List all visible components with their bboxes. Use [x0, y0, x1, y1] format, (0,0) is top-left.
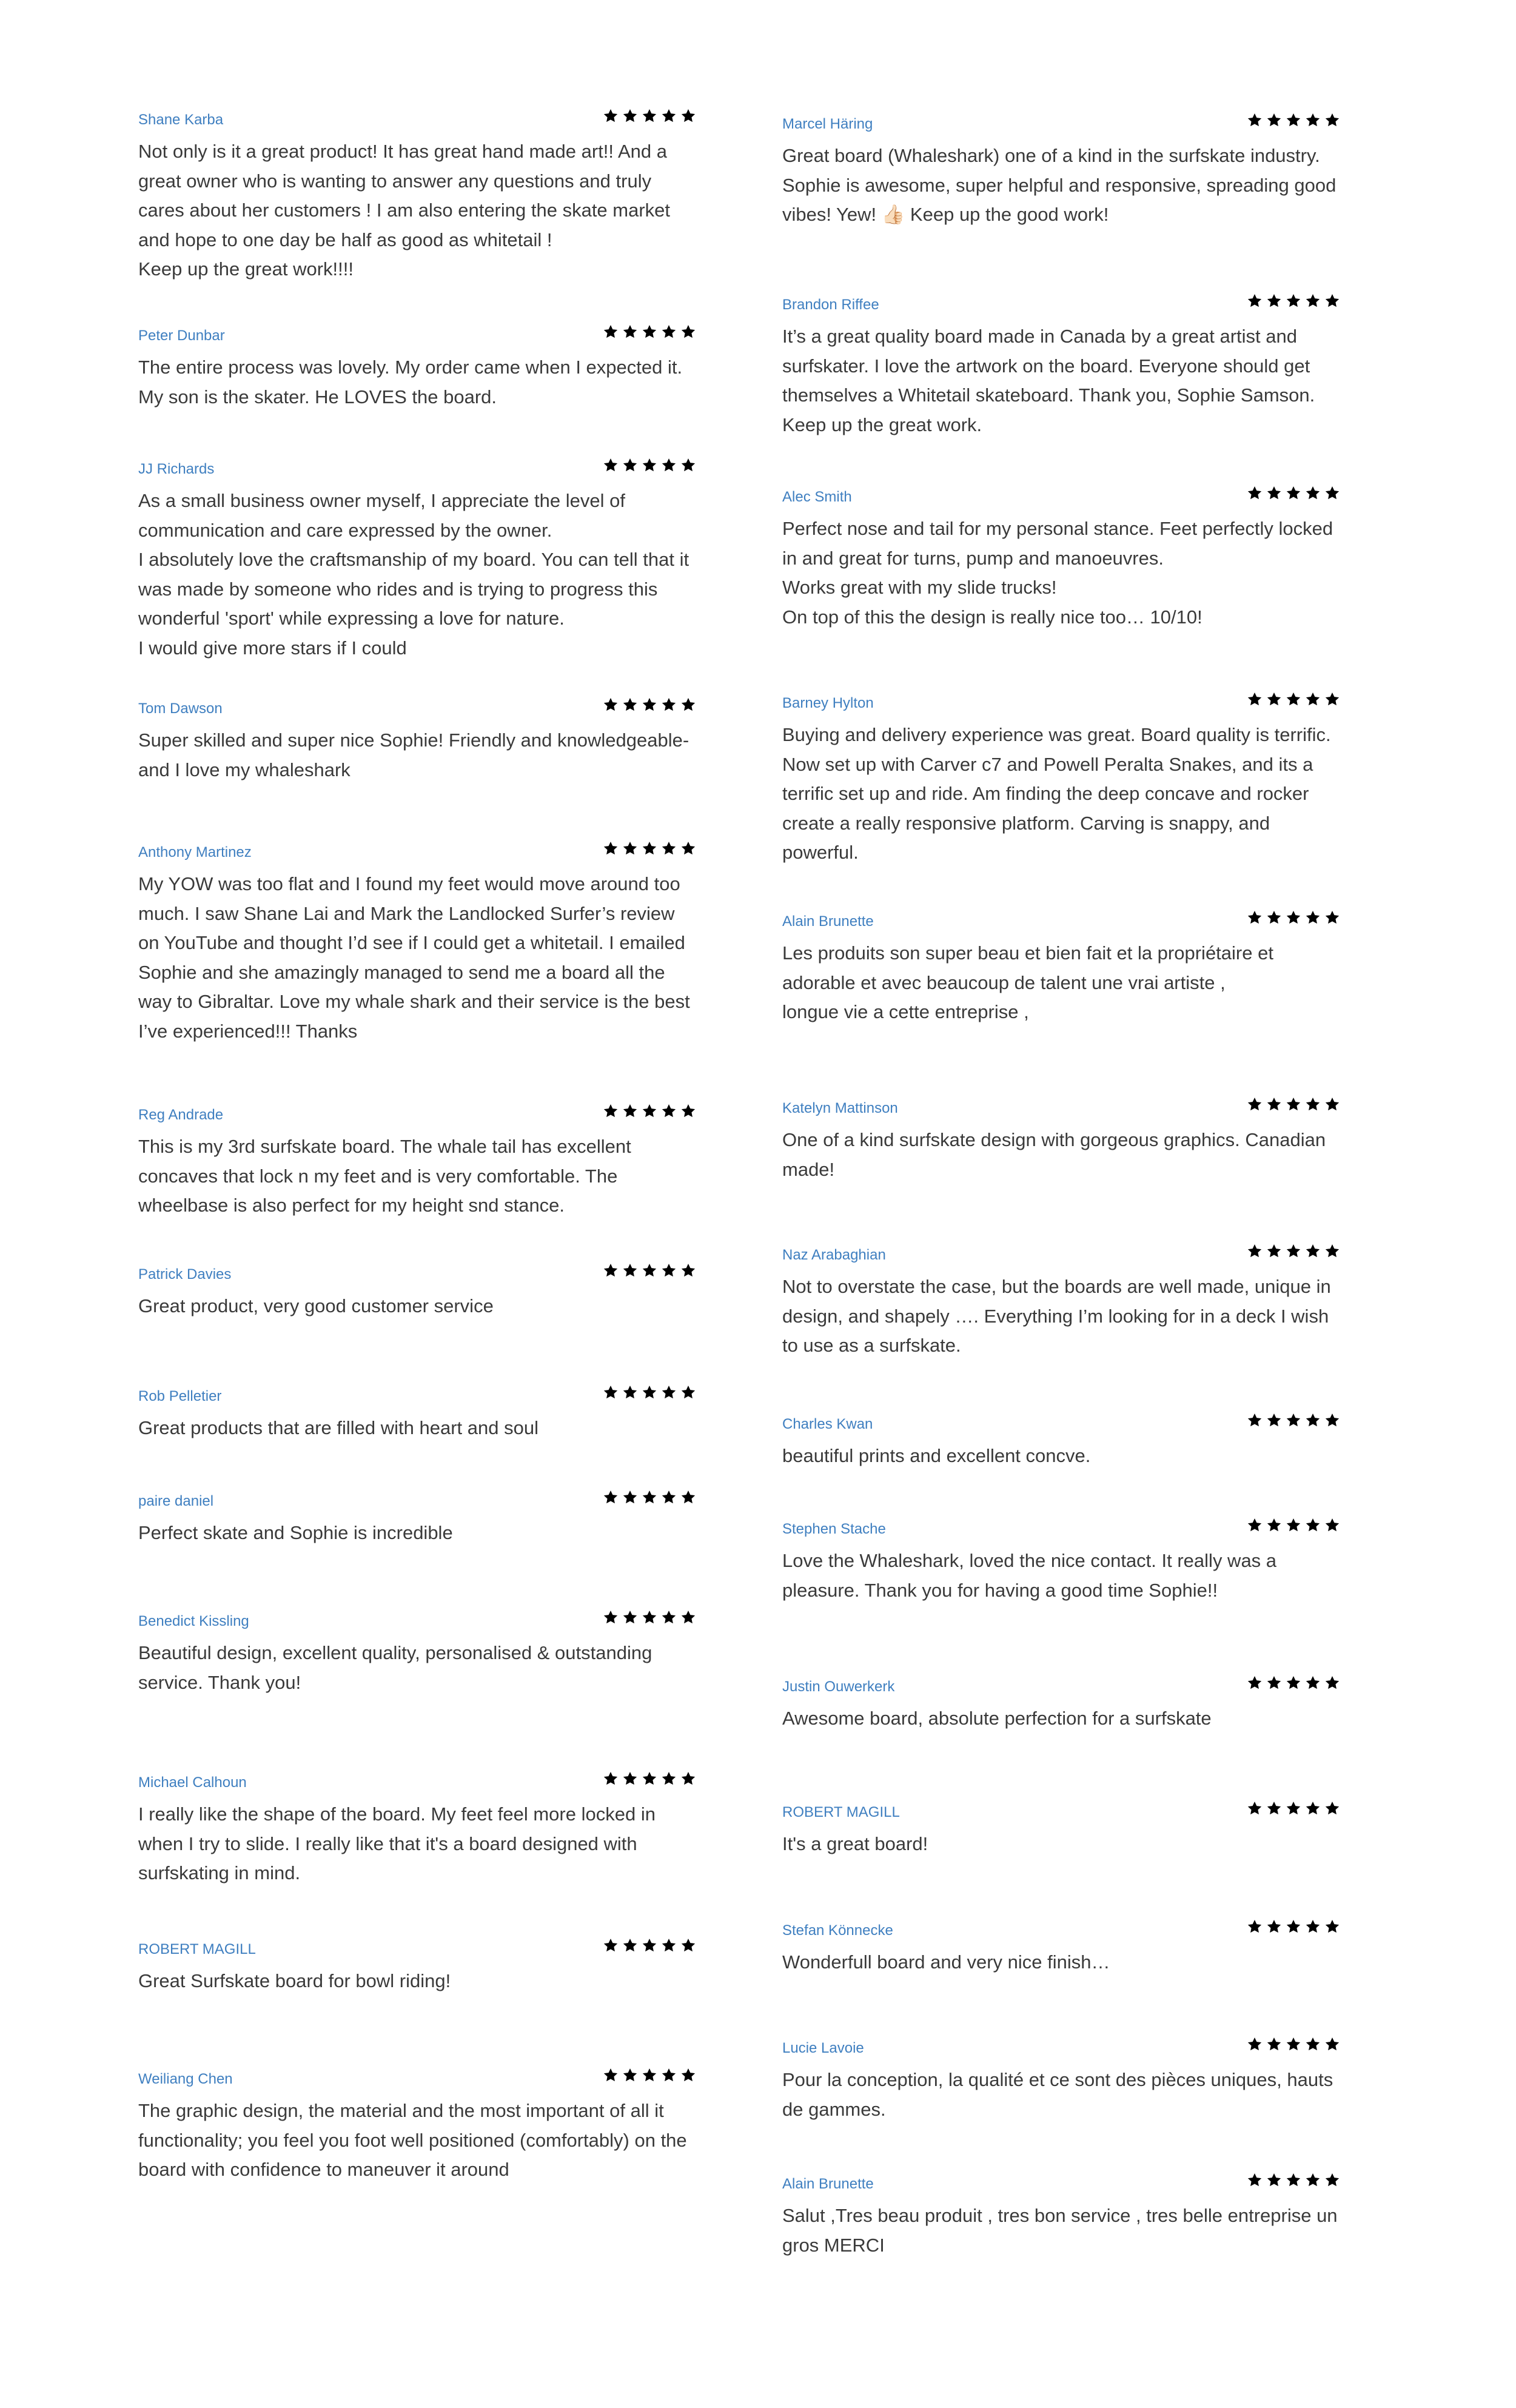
- review-line: Perfect skate and Sophie is incredible: [138, 1522, 453, 1543]
- star-icon: [1286, 1412, 1301, 1428]
- star-rating: [603, 2067, 696, 2083]
- star-icon: [642, 1771, 657, 1786]
- star-rating: [1247, 1096, 1340, 1112]
- star-icon: [1266, 485, 1282, 501]
- reviewer-name: Barney Hylton: [782, 695, 874, 711]
- review-text: [138, 1292, 696, 1321]
- star-icon: [661, 840, 677, 856]
- reviewer-name: Alec Smith: [782, 489, 852, 505]
- review-line: It's a great board!: [782, 1833, 928, 1854]
- star-icon: [603, 108, 619, 124]
- star-icon: [622, 697, 638, 713]
- star-icon: [1286, 293, 1301, 309]
- star-icon: [661, 697, 677, 713]
- star-icon: [661, 457, 677, 473]
- star-rating: [603, 1489, 696, 1505]
- star-icon: [603, 1384, 619, 1400]
- review-line: Great board (Whaleshark) one of a kind in the surfskate industry. Sophie is awesome, super helpful and responsive, spreading good vibes! Yew! 👍🏻 Keep up the good work!: [782, 145, 1337, 225]
- review-line: Keep up the great work!!!!: [138, 258, 354, 280]
- star-icon: [1266, 1096, 1282, 1112]
- review-line: Not to overstate the case, but the boards are well made, unique in design, and shapely …. Everything I’m looking for in a deck I wish to use as a surfskate.: [782, 1276, 1331, 1356]
- star-icon: [661, 2067, 677, 2083]
- star-icon: [622, 1384, 638, 1400]
- review-text: [782, 1125, 1340, 1184]
- star-icon: [1266, 1243, 1282, 1259]
- star-icon: [661, 1609, 677, 1625]
- review-line: One of a kind surfskate design with gorgeous graphics. Canadian made!: [782, 1129, 1326, 1180]
- star-icon: [1286, 2172, 1301, 2188]
- review-line: Buying and delivery experience was great. Board quality is terrific. Now set up with Carver c7 and Powell Peralta Snakes, and its a terrific set up and ride. Am finding the deep concave and rocker create a really responsive platform. Carving is snappy, and powerful.: [782, 724, 1331, 863]
- star-icon: [1324, 1412, 1340, 1428]
- star-rating: [603, 1263, 696, 1278]
- star-icon: [680, 2067, 696, 2083]
- reviewer-name: Lucie Lavoie: [782, 2040, 864, 2056]
- star-icon: [661, 1771, 677, 1786]
- star-icon: [622, 840, 638, 856]
- star-icon: [622, 1103, 638, 1119]
- star-icon: [680, 1384, 696, 1400]
- star-rating: [603, 457, 696, 473]
- star-icon: [622, 1489, 638, 1505]
- star-icon: [603, 840, 619, 856]
- star-icon: [603, 1937, 619, 1953]
- star-icon: [642, 697, 657, 713]
- star-icon: [622, 1937, 638, 1953]
- star-icon: [1324, 1800, 1340, 1816]
- review-text: [138, 1967, 696, 1996]
- star-icon: [622, 324, 638, 340]
- star-icon: [1324, 1675, 1340, 1691]
- star-icon: [1286, 2036, 1301, 2052]
- star-rating: [603, 1609, 696, 1625]
- star-icon: [1286, 485, 1301, 501]
- reviewer-name: Weiliang Chen: [138, 2071, 233, 2087]
- reviewer-name: ROBERT MAGILL: [138, 1941, 256, 1957]
- star-icon: [1286, 1096, 1301, 1112]
- star-icon: [661, 1263, 677, 1278]
- star-icon: [642, 1937, 657, 1953]
- review-text: [782, 322, 1340, 440]
- star-icon: [603, 324, 619, 340]
- star-icon: [680, 457, 696, 473]
- reviewer-name: Marcel Häring: [782, 116, 873, 132]
- review-line: The entire process was lovely. My order came when I expected it. My son is the skater. He LOVES the board.: [138, 357, 683, 407]
- star-rating: [1247, 1243, 1340, 1259]
- reviewer-name: Justin Ouwerkerk: [782, 1679, 895, 1695]
- reviewer-name: Alain Brunette: [782, 2176, 874, 2192]
- review-text: [138, 2096, 696, 2185]
- star-icon: [642, 457, 657, 473]
- star-rating: [603, 1937, 696, 1953]
- reviewer-name: Benedict Kissling: [138, 1613, 249, 1629]
- star-icon: [603, 1263, 619, 1278]
- star-icon: [661, 1937, 677, 1953]
- reviewer-name: Naz Arabaghian: [782, 1247, 886, 1263]
- review-text: [782, 2201, 1340, 2260]
- review-line: Pour la conception, la qualité et ce sont des pièces uniques, hauts de gammes.: [782, 2069, 1333, 2120]
- star-rating: [1247, 1800, 1340, 1816]
- star-icon: [1305, 1517, 1321, 1533]
- star-icon: [680, 1937, 696, 1953]
- star-icon: [1324, 1243, 1340, 1259]
- star-icon: [642, 1489, 657, 1505]
- reviewer-name: Reg Andrade: [138, 1107, 224, 1123]
- star-icon: [1266, 1800, 1282, 1816]
- star-icon: [1247, 1517, 1263, 1533]
- review-line: Great product, very good customer service: [138, 1295, 494, 1316]
- star-icon: [1286, 1517, 1301, 1533]
- star-icon: [661, 108, 677, 124]
- star-icon: [1247, 1096, 1263, 1112]
- review-text: [138, 1518, 696, 1548]
- review-line: I really like the shape of the board. My feet feel more locked in when I try to slide. I really like that it's a board designed with surfskating in mind.: [138, 1803, 656, 1883]
- reviewer-name: Anthony Martinez: [138, 844, 252, 860]
- review-line: Les produits son super beau et bien fait et la propriétaire et adorable et avec beaucoup de talent une vrai artiste ,: [782, 942, 1273, 993]
- star-rating: [1247, 1919, 1340, 1934]
- review-text: [782, 939, 1340, 1027]
- star-icon: [1247, 1800, 1263, 1816]
- star-icon: [1305, 910, 1321, 925]
- star-rating: [1247, 112, 1340, 128]
- reviewer-name: ROBERT MAGILL: [782, 1804, 900, 1820]
- star-icon: [642, 2067, 657, 2083]
- star-icon: [680, 1103, 696, 1119]
- reviewer-name: Charles Kwan: [782, 1416, 873, 1432]
- star-icon: [1305, 691, 1321, 707]
- star-icon: [642, 324, 657, 340]
- star-icon: [603, 697, 619, 713]
- star-rating: [1247, 485, 1340, 501]
- star-rating: [603, 697, 696, 713]
- star-icon: [1286, 1243, 1301, 1259]
- review-line: Perfect nose and tail for my personal stance. Feet perfectly locked in and great for turns, pump and manoeuvres.: [782, 518, 1333, 569]
- star-icon: [1247, 910, 1263, 925]
- star-icon: [1324, 1517, 1340, 1533]
- star-icon: [622, 1771, 638, 1786]
- star-icon: [680, 1771, 696, 1786]
- star-icon: [1266, 2036, 1282, 2052]
- star-icon: [680, 840, 696, 856]
- star-icon: [1247, 485, 1263, 501]
- star-icon: [680, 108, 696, 124]
- star-icon: [603, 1771, 619, 1786]
- star-icon: [1266, 2172, 1282, 2188]
- star-icon: [1324, 1919, 1340, 1934]
- star-icon: [1324, 1096, 1340, 1112]
- reviewer-name: paire daniel: [138, 1493, 214, 1509]
- reviewer-name: JJ Richards: [138, 461, 215, 477]
- star-icon: [1305, 112, 1321, 128]
- review-line: It’s a great quality board made in Canada by a great artist and surfskater. I love the artwork on the board. Everyone should get themselves a Whitetail skateboard. Thank you, Sophie Samson. Keep up the great work.: [782, 326, 1315, 435]
- star-icon: [642, 1609, 657, 1625]
- star-icon: [622, 1609, 638, 1625]
- star-icon: [1247, 293, 1263, 309]
- star-icon: [1305, 2172, 1321, 2188]
- review-line: Awesome board, absolute perfection for a surfskate: [782, 1708, 1212, 1729]
- review-text: [138, 1800, 696, 1888]
- star-icon: [1247, 1412, 1263, 1428]
- reviewer-name: Stephen Stache: [782, 1521, 886, 1537]
- star-icon: [1305, 485, 1321, 501]
- review-line: On top of this the design is really nice too… 10/10!: [782, 606, 1202, 628]
- star-rating: [603, 1384, 696, 1400]
- star-icon: [1266, 1517, 1282, 1533]
- star-icon: [1324, 293, 1340, 309]
- review-text: [138, 870, 696, 1046]
- star-icon: [1286, 691, 1301, 707]
- star-rating: [1247, 293, 1340, 309]
- star-rating: [1247, 910, 1340, 925]
- review-line: Wonderfull board and very nice finish…: [782, 1951, 1110, 1973]
- star-icon: [1247, 691, 1263, 707]
- reviewer-name: Katelyn Mattinson: [782, 1100, 898, 1116]
- star-icon: [1305, 1243, 1321, 1259]
- star-icon: [1266, 691, 1282, 707]
- review-line: I absolutely love the craftsmanship of my board. You can tell that it was made by someone who rides and is trying to progress this wonderful 'sport' while expressing a love for nature.: [138, 549, 689, 629]
- star-rating: [1247, 1412, 1340, 1428]
- star-icon: [1286, 910, 1301, 925]
- star-rating: [603, 108, 696, 124]
- review-line: My YOW was too flat and I found my feet would move around too much. I saw Shane Lai and Mark the Landlocked Surfer’s review on YouTube and thought I’d see if I could get a whitetail. I emailed Sophie and she amazingly managed to send me a board all the way to Gibraltar. Love my whale shark and their service is the best I’ve experienced!!! Thanks: [138, 873, 690, 1042]
- star-icon: [642, 1103, 657, 1119]
- star-icon: [1305, 1800, 1321, 1816]
- star-icon: [603, 2067, 619, 2083]
- star-rating: [603, 324, 696, 340]
- review-line: Salut ,Tres beau produit , tres bon service , tres belle entreprise un gros MERCI: [782, 2205, 1338, 2256]
- reviewer-name: Shane Karba: [138, 112, 224, 128]
- star-icon: [661, 1384, 677, 1400]
- review-text: [138, 1638, 696, 1697]
- star-icon: [1324, 2172, 1340, 2188]
- star-icon: [622, 457, 638, 473]
- reviewer-name: Tom Dawson: [138, 700, 223, 717]
- review-text: [782, 1948, 1340, 1977]
- star-icon: [1266, 1919, 1282, 1934]
- star-icon: [642, 1384, 657, 1400]
- star-icon: [622, 108, 638, 124]
- review-text: [138, 726, 696, 785]
- star-icon: [1305, 2036, 1321, 2052]
- review-text: [782, 1829, 1340, 1859]
- star-rating: [1247, 1517, 1340, 1533]
- star-icon: [1324, 112, 1340, 128]
- star-icon: [603, 1489, 619, 1505]
- star-rating: [603, 1771, 696, 1786]
- star-rating: [603, 840, 696, 856]
- review-text: [138, 486, 696, 663]
- star-icon: [642, 840, 657, 856]
- star-icon: [1286, 1800, 1301, 1816]
- reviewer-name: Patrick Davies: [138, 1266, 232, 1283]
- review-text: [782, 1704, 1340, 1734]
- review-text: [782, 514, 1340, 632]
- star-icon: [680, 1263, 696, 1278]
- star-icon: [622, 2067, 638, 2083]
- reviewer-name: Brandon Riffee: [782, 297, 879, 313]
- star-icon: [1247, 112, 1263, 128]
- review-text: [782, 1272, 1340, 1361]
- review-text: [138, 1132, 696, 1221]
- star-icon: [1266, 1675, 1282, 1691]
- star-icon: [1247, 1243, 1263, 1259]
- star-rating: [1247, 2036, 1340, 2052]
- review-line: Great Surfskate board for bowl riding!: [138, 1970, 451, 1991]
- review-text: [782, 2065, 1340, 2124]
- star-icon: [1305, 293, 1321, 309]
- star-rating: [1247, 1675, 1340, 1691]
- review-text: [138, 137, 696, 284]
- review-text: [138, 1414, 696, 1443]
- star-icon: [642, 1263, 657, 1278]
- star-rating: [1247, 2172, 1340, 2188]
- star-rating: [603, 1103, 696, 1119]
- review-line: Beautiful design, excellent quality, personalised & outstanding service. Thank you!: [138, 1642, 652, 1693]
- star-icon: [1266, 910, 1282, 925]
- review-line: Love the Whaleshark, loved the nice contact. It really was a pleasure. Thank you for having a good time Sophie!!: [782, 1550, 1277, 1601]
- star-icon: [642, 108, 657, 124]
- star-icon: [1286, 112, 1301, 128]
- star-icon: [603, 1609, 619, 1625]
- star-icon: [680, 1609, 696, 1625]
- star-icon: [661, 324, 677, 340]
- star-icon: [1305, 1412, 1321, 1428]
- review-line: Not only is it a great product! It has great hand made art!! And a great owner who is wanting to answer any questions and truly cares about her customers ! I am also entering the skate market and hope to one day be half as good as whitetail !: [138, 141, 671, 250]
- review-text: [782, 720, 1340, 868]
- star-icon: [622, 1263, 638, 1278]
- review-line: I would give more stars if I could: [138, 637, 407, 659]
- review-text: [782, 1546, 1340, 1605]
- star-icon: [603, 1103, 619, 1119]
- review-line: Super skilled and super nice Sophie! Friendly and knowledgeable- and I love my whaleshark: [138, 729, 689, 780]
- star-icon: [1305, 1096, 1321, 1112]
- star-icon: [680, 324, 696, 340]
- star-icon: [1247, 2036, 1263, 2052]
- reviewer-name: Stefan Könnecke: [782, 1922, 893, 1939]
- review-line: Great products that are filled with heart and soul: [138, 1417, 538, 1438]
- star-icon: [661, 1103, 677, 1119]
- star-icon: [1324, 2036, 1340, 2052]
- star-icon: [680, 1489, 696, 1505]
- review-text: [138, 353, 696, 412]
- star-icon: [1324, 691, 1340, 707]
- reviewer-name: Peter Dunbar: [138, 327, 225, 344]
- star-icon: [1286, 1919, 1301, 1934]
- reviewer-name: Rob Pelletier: [138, 1388, 222, 1404]
- star-icon: [1247, 1675, 1263, 1691]
- review-text: [782, 1441, 1340, 1471]
- review-line: beautiful prints and excellent concve.: [782, 1445, 1091, 1466]
- star-icon: [1305, 1919, 1321, 1934]
- review-line: longue vie a cette entreprise ,: [782, 1001, 1029, 1022]
- review-text: [782, 141, 1340, 230]
- star-icon: [1324, 910, 1340, 925]
- star-icon: [1247, 2172, 1263, 2188]
- star-rating: [1247, 691, 1340, 707]
- review-line: This is my 3rd surfskate board. The whale tail has excellent concaves that lock n my feet and is very comfortable. The wheelbase is also perfect for my height snd stance.: [138, 1136, 631, 1216]
- star-icon: [1286, 1675, 1301, 1691]
- review-line: As a small business owner myself, I appreciate the level of communication and care expressed by the owner.: [138, 490, 625, 541]
- review-line: Works great with my slide trucks!: [782, 577, 1057, 598]
- star-icon: [1247, 1919, 1263, 1934]
- star-icon: [1266, 1412, 1282, 1428]
- star-icon: [680, 697, 696, 713]
- star-icon: [1305, 1675, 1321, 1691]
- star-icon: [603, 457, 619, 473]
- review-line: The graphic design, the material and the most important of all it functionality; you feel you foot well positioned (comfortably) on the board with confidence to maneuver it around: [138, 2100, 687, 2180]
- star-icon: [1324, 485, 1340, 501]
- star-icon: [1266, 112, 1282, 128]
- reviewer-name: Alain Brunette: [782, 913, 874, 930]
- star-icon: [661, 1489, 677, 1505]
- star-icon: [1266, 293, 1282, 309]
- reviewer-name: Michael Calhoun: [138, 1774, 247, 1791]
